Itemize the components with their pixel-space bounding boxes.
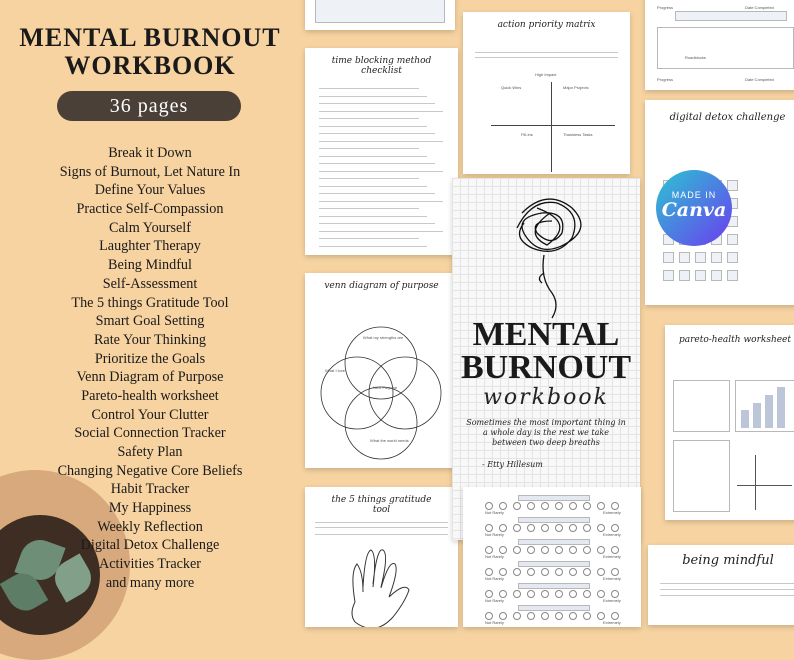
rating-circle [541, 568, 549, 576]
rating-circle [541, 524, 549, 532]
rating-circle [583, 502, 591, 510]
rating-circle [583, 546, 591, 554]
checklist-line [319, 118, 419, 119]
page-heading: digital detox challenge [669, 112, 786, 123]
rating-circle [485, 502, 493, 510]
contents-item: Digital Detox Challenge [80, 537, 220, 554]
cover-title-line2: BURNOUT [460, 349, 632, 386]
quadrant-label: Fill-Ins [521, 132, 533, 137]
page-venn-diagram [305, 273, 458, 468]
rating-circle [555, 590, 563, 598]
detox-day-box [663, 270, 674, 281]
quadrant-label: Quick Wins [501, 85, 522, 90]
contents-item: Pareto-health worksheet [81, 387, 219, 404]
rating-high-label: Extremely [603, 554, 621, 559]
checklist-line [319, 178, 419, 179]
checklist-line [319, 103, 435, 104]
contents-item: Safety Plan [117, 444, 183, 460]
detox-day-box [663, 252, 674, 263]
contents-item: Practice Self-Compassion [76, 201, 224, 218]
page-goal-tracker [645, 0, 794, 90]
rating-circle [569, 612, 577, 620]
rating-circle [499, 568, 507, 576]
rating-low-label: Not Rarely [485, 510, 504, 515]
venn-label: What the world needs [370, 438, 409, 443]
rating-circle [611, 524, 619, 532]
checklist-line [319, 193, 435, 194]
quadrant-label: Major Projects [563, 85, 589, 90]
rating-low-label: Not Rarely [485, 554, 504, 559]
contents-item: Break it Down [108, 145, 192, 161]
cover-attribution: - Etty Hillesum [482, 460, 543, 469]
checklist-line [319, 141, 443, 142]
rating-circle [541, 502, 549, 510]
detox-day-box [711, 270, 722, 281]
rating-circle [527, 524, 535, 532]
contents-item: The 5 things Gratitude Tool [71, 294, 229, 311]
made-in-label: MADE IN [671, 190, 717, 200]
contents-item: Self-Assessment [102, 275, 198, 292]
page-being-mindful [648, 545, 794, 625]
page-pareto-health [665, 325, 794, 520]
quadrant-label: Thankless Tasks [563, 132, 593, 137]
pages-badge: 36 pages [57, 91, 241, 121]
contents-item: Venn Diagram of Purpose [76, 369, 224, 386]
table-box [315, 0, 445, 23]
rating-circle [541, 590, 549, 598]
detox-day-box [679, 270, 690, 281]
rating-heading-bar [518, 539, 590, 545]
rating-circle [555, 524, 563, 532]
checklist-line [319, 223, 435, 224]
checklist-line [319, 246, 427, 247]
main-title-line2: WORKBOOK [64, 51, 236, 80]
rating-circle [611, 502, 619, 510]
cover-title-line1: MENTAL [472, 316, 620, 353]
checklist-line [319, 133, 435, 134]
rating-circle [499, 612, 507, 620]
rating-circle [597, 546, 605, 554]
rating-circle [583, 568, 591, 576]
rating-heading-bar [518, 605, 590, 611]
rating-heading-bar [518, 583, 590, 589]
rating-circle [597, 502, 605, 510]
rating-circle [541, 546, 549, 554]
checklist-line [319, 111, 443, 112]
rating-circle [611, 568, 619, 576]
cover-subtitle: workbook [483, 385, 609, 410]
rating-circle [527, 502, 535, 510]
rating-heading-bar [518, 495, 590, 501]
page-time-blocking [305, 48, 458, 255]
rating-circle [527, 590, 535, 598]
checklist-line [319, 231, 443, 232]
rating-circle [485, 524, 493, 532]
checklist-line [319, 156, 427, 157]
detox-day-box [711, 252, 722, 263]
contents-item: Changing Negative Core Beliefs [57, 462, 243, 479]
page-gratitude-tool [305, 487, 458, 627]
rating-high-label: Extremely [603, 532, 621, 537]
rating-circle [555, 502, 563, 510]
checklist-line [319, 171, 443, 172]
checklist-line [319, 96, 427, 97]
rating-circle [499, 502, 507, 510]
checklist-line [319, 186, 427, 187]
contents-item: My Happiness [108, 500, 192, 517]
rating-circle [555, 568, 563, 576]
contents-item: Control Your Clutter [91, 406, 209, 423]
rating-circle [513, 612, 521, 620]
detox-day-box [727, 270, 738, 281]
page-heading: the 5 things gratitude tool [331, 495, 432, 515]
rating-circle [541, 612, 549, 620]
made-in-canva-badge [656, 170, 732, 246]
rating-circle [485, 612, 493, 620]
contents-item: Activities Tracker [98, 556, 202, 573]
rating-circle [555, 546, 563, 554]
rating-circle [597, 612, 605, 620]
rating-circle [499, 524, 507, 532]
rating-low-label: Not Rarely [485, 576, 504, 581]
rating-circle [485, 590, 493, 598]
page-heading: time blocking method checklist [331, 56, 432, 76]
field-label: Roadblocks [685, 55, 706, 60]
page-rating-scale [463, 487, 641, 627]
rating-circle [569, 590, 577, 598]
matrix-x-axis [491, 125, 615, 126]
detox-day-box [727, 234, 738, 245]
rating-heading-bar [518, 561, 590, 567]
contents-item: Signs of Burnout, Let Nature In [59, 163, 241, 180]
rating-circle [569, 502, 577, 510]
rating-high-label: Extremely [603, 510, 621, 515]
contents-item: Prioritize the Goals [94, 350, 206, 367]
contents-item: and many more [105, 574, 195, 591]
detox-day-box [727, 252, 738, 263]
page-heading: pareto-health worksheet [678, 335, 792, 345]
checklist-line [319, 201, 443, 202]
contents-item: Social Connection Tracker [74, 425, 226, 442]
rating-low-label: Not Rarely [485, 532, 504, 537]
contents-item: Calm Yourself [109, 219, 191, 236]
rating-circle [499, 546, 507, 554]
rating-circle [583, 524, 591, 532]
rating-circle [597, 568, 605, 576]
page-top-left [305, 0, 455, 30]
rating-circle [569, 524, 577, 532]
field-label: Date Completed [745, 5, 774, 10]
cover-quote: Sometimes the most important thing in a whole day is the rest we take between two deep breaths [466, 418, 626, 447]
rating-circle [611, 546, 619, 554]
tangled-head-illustration [452, 183, 640, 323]
checklist-line [319, 148, 419, 149]
cover-page [452, 178, 640, 540]
field-label: Date Completed [745, 77, 774, 82]
contents-item: Weekly Reflection [97, 518, 203, 535]
detox-day-box [695, 270, 706, 281]
rating-circle [513, 524, 521, 532]
checklist-line [319, 208, 419, 209]
contents-item: Habit Tracker [110, 481, 190, 498]
contents-item: Laughter Therapy [99, 238, 201, 255]
axis-label: High Impact [535, 72, 557, 77]
rating-high-label: Extremely [603, 576, 621, 581]
rating-circle [555, 612, 563, 620]
venn-label: What I love [325, 368, 346, 373]
contents-list [0, 144, 300, 593]
canva-logo-text: Canva [661, 199, 727, 221]
rating-circle [513, 590, 521, 598]
rating-low-label: Not Rarely [485, 620, 504, 625]
contents-item: Smart Goal Setting [95, 313, 205, 330]
rating-circle [485, 568, 493, 576]
rating-circle [597, 590, 605, 598]
venn-label: What my strengths are [363, 335, 404, 340]
matrix-y-axis [551, 82, 552, 172]
rating-circle [513, 502, 521, 510]
rating-circle [611, 590, 619, 598]
main-title-line1: MENTAL BURNOUT [19, 23, 281, 52]
rating-circle [485, 546, 493, 554]
checklist-line [319, 163, 435, 164]
checklist-line [319, 216, 427, 217]
detox-day-box [695, 252, 706, 263]
contents-item: Define Your Values [94, 182, 206, 199]
page-heading: venn diagram of purpose [324, 281, 439, 291]
rating-high-label: Extremely [603, 620, 621, 625]
rating-circle [513, 546, 521, 554]
contents-item: Being Mindful [108, 257, 192, 274]
rating-circle [597, 524, 605, 532]
hand-outline-icon [305, 542, 458, 627]
rating-circle [513, 568, 521, 576]
detox-day-box [679, 252, 690, 263]
contents-item: Rate Your Thinking [93, 331, 207, 348]
rating-circle [583, 612, 591, 620]
rating-heading-bar [518, 517, 590, 523]
rating-circle [583, 590, 591, 598]
rating-circle [611, 612, 619, 620]
rating-circle [569, 546, 577, 554]
checklist-line [319, 126, 427, 127]
rating-circle [527, 568, 535, 576]
rating-low-label: Not Rarely [485, 598, 504, 603]
rating-high-label: Extremely [603, 598, 621, 603]
rating-circle [499, 590, 507, 598]
page-heading: action priority matrix [497, 20, 596, 30]
field-label: Progress [657, 5, 674, 10]
checklist-line [319, 88, 419, 89]
page-action-priority [463, 12, 630, 174]
rating-circle [569, 568, 577, 576]
page-heading: being mindful [682, 553, 774, 568]
rating-circle [527, 612, 535, 620]
checklist-line [319, 238, 419, 239]
rating-circle [527, 546, 535, 554]
venn-label: Next Purpose [373, 385, 398, 390]
field-label: Progress [657, 77, 674, 82]
